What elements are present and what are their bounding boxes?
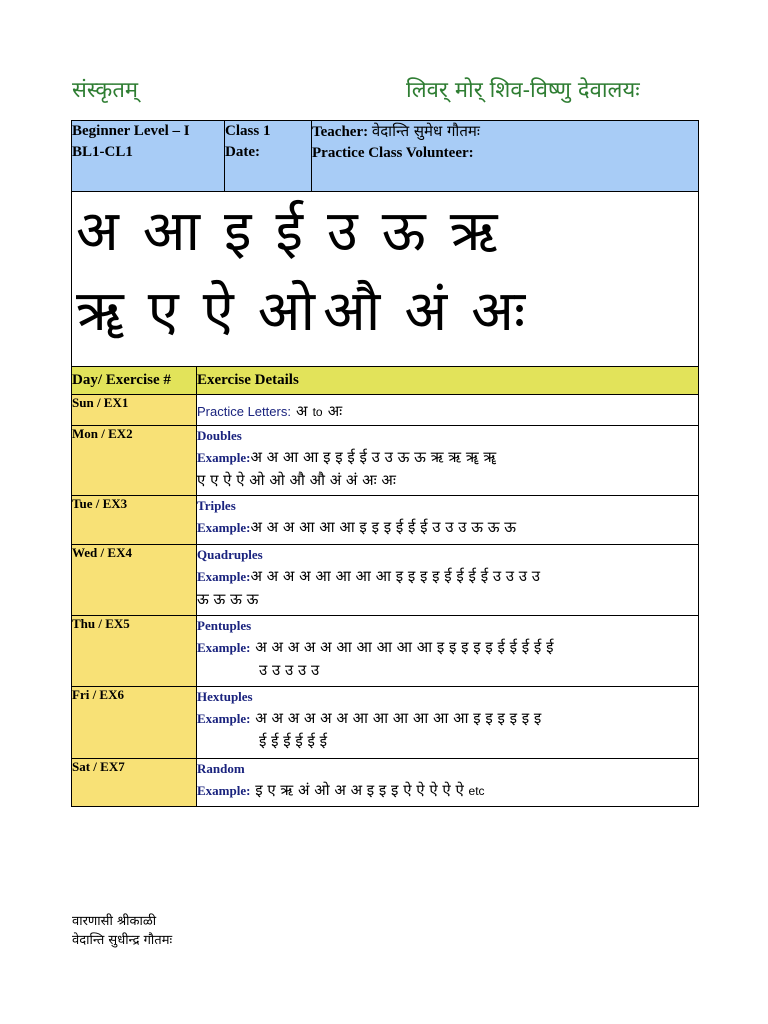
letters-cell [72, 192, 699, 367]
footer-line-1: वारणासी श्रीकाळी [72, 914, 157, 929]
example-line-1: अ अ अ आ आ आ इ इ इ ई ई ई उ उ उ ऊ ऊ ऊ [250, 518, 517, 536]
example-line-2: ऊ ऊ ऊ ऊ [197, 590, 259, 608]
day-cell: Wed / EX4 [72, 545, 197, 616]
class-sheet-table [71, 120, 699, 807]
letter-ri: ऋ [449, 199, 498, 264]
teacher-name: वेदान्ति सुमेध गौतमः [371, 122, 480, 140]
table-row [72, 759, 699, 807]
details-cell [197, 426, 699, 496]
letters-row-2 [72, 272, 698, 352]
details-cell [197, 395, 699, 426]
exercise-title: Pentuples [197, 618, 252, 633]
letter-aa: आ [142, 199, 201, 264]
letter-e: ए [147, 279, 179, 344]
example-label: Example: [197, 711, 251, 726]
example-line-1: अ अ अ अ अ अ आ आ आ आ आ आ इ इ इ इ इ इ [255, 709, 542, 727]
header-left-title: संस्कृतम् [72, 78, 139, 103]
details-cell [197, 496, 699, 545]
day-cell: Thu / EX5 [72, 616, 197, 687]
example-line-1: इ ए ऋ अं ओ अ अ इ इ इ ऐ ऐ ऐ ऐ ऐ [255, 781, 464, 799]
class-label: Class 1 [225, 123, 271, 139]
letter-au: औ [323, 279, 381, 344]
example-line-2: उ उ उ उ उ [259, 661, 320, 679]
example-label: Example: [197, 640, 251, 655]
footer-line-2: वेदान्ति सुधीन्द्र गौतमः [72, 933, 173, 948]
details-cell [197, 759, 699, 807]
teacher-label: Teacher: [312, 124, 369, 140]
level-code: BL1-CL1 [72, 144, 133, 160]
letter-a: अ [76, 199, 119, 264]
example-line-2: ई ई ई ई ई ई [259, 732, 328, 750]
level-label: Beginner Level – I [72, 123, 190, 139]
example-etc: etc [468, 784, 485, 798]
letter-ai: ऐ [202, 279, 234, 344]
letters-row-1 [72, 192, 698, 272]
day-cell: Sun / EX1 [72, 395, 197, 426]
info-row [72, 121, 699, 192]
table-row [72, 616, 699, 687]
example-label: Example: [197, 520, 251, 535]
table-row [72, 687, 699, 759]
table-row [72, 426, 699, 496]
letter-o: ओ [257, 279, 316, 344]
table-row [72, 545, 699, 616]
letter-u: उ [327, 199, 358, 264]
day-cell: Tue / EX3 [72, 496, 197, 545]
example-label: Example: [197, 569, 251, 584]
exercise-title: Triples [197, 498, 236, 513]
letter-i: इ [224, 199, 252, 264]
details-cell [197, 545, 699, 616]
level-cell [72, 121, 225, 192]
practice-end: अः [327, 402, 343, 420]
date-label: Date: [225, 144, 260, 160]
practice-from: अ [296, 402, 308, 420]
details-cell [197, 616, 699, 687]
header-right-title: लिवर् मोर् शिव-विष्णु देवालयः [406, 78, 640, 103]
day-cell: Mon / EX2 [72, 426, 197, 496]
letter-ah: अः [471, 279, 526, 344]
col-header-details: Exercise Details [197, 367, 699, 395]
example-line-2: ए ए ऐ ऐ ओ ओ औ औ अं अं अः अः [197, 471, 396, 489]
example-line-1: अ अ अ अ अ आ आ आ आ आ इ इ इ इ इ ई ई ई ई ई [255, 638, 554, 656]
example-label: Example: [197, 450, 251, 465]
letters-row [72, 192, 699, 367]
table-header-row [72, 367, 699, 395]
exercise-title: Random [197, 761, 245, 776]
example-label: Example: [197, 783, 251, 798]
example-line-1: अ अ अ अ आ आ आ आ इ इ इ इ ई ई ई ई उ उ उ उ [250, 567, 541, 585]
table-row [72, 496, 699, 545]
table-row [72, 395, 699, 426]
exercise-title: Hextuples [197, 689, 253, 704]
col-header-day: Day/ Exercise # [72, 367, 197, 395]
letter-ii: ई [275, 199, 304, 264]
day-cell: Sat / EX7 [72, 759, 197, 807]
letter-uu: ऊ [381, 199, 426, 264]
letter-am: अं [404, 279, 448, 344]
practice-label: Practice Letters: [197, 404, 291, 419]
example-line-1: अ अ आ आ इ इ ई ई उ उ ऊ ऊ ऋ ऋ ॠ ॠ [250, 448, 497, 466]
volunteer-label: Practice Class Volunteer: [312, 145, 474, 161]
letter-rii: ॠ [76, 279, 124, 344]
teacher-cell [312, 121, 699, 192]
exercise-title: Doubles [197, 428, 242, 443]
footer [72, 912, 172, 950]
practice-to: to [312, 405, 323, 419]
exercise-title: Quadruples [197, 547, 263, 562]
class-cell [225, 121, 312, 192]
details-cell [197, 687, 699, 759]
day-cell: Fri / EX6 [72, 687, 197, 759]
